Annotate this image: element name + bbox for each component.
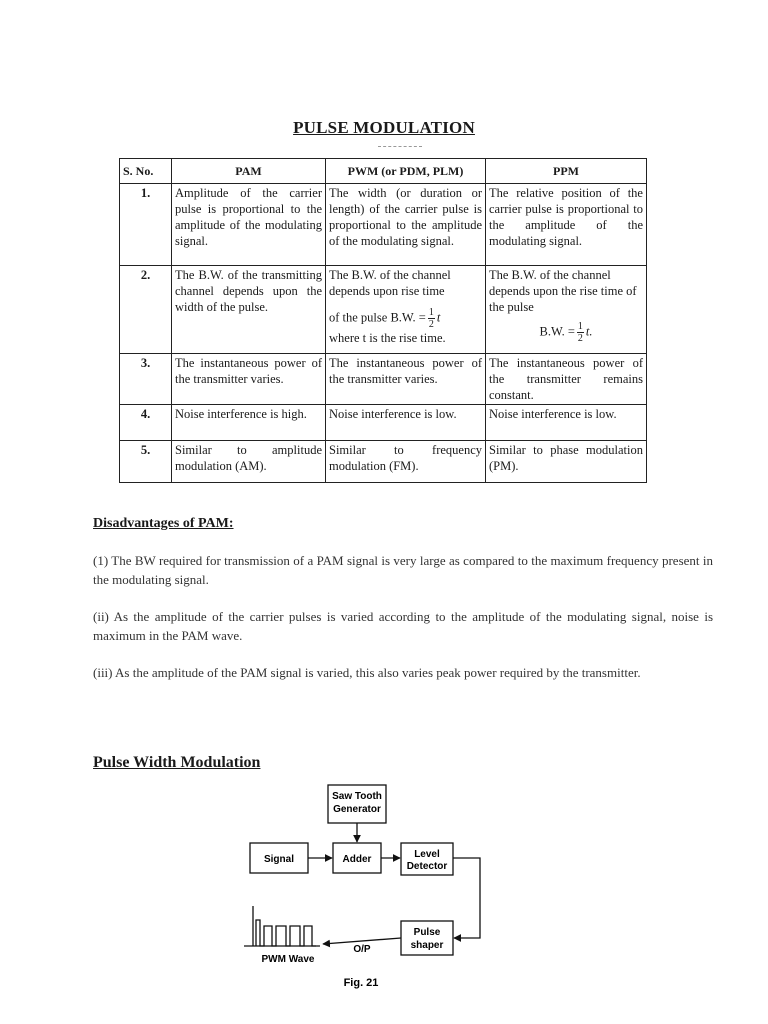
sawtooth-generator-block [328,785,386,823]
pwm-cell [326,266,486,354]
table-row [120,441,647,483]
level-detector-label-line1: Level [414,849,440,860]
ppm-bw-fraction [577,321,584,344]
ppm-bw-prefix: B.W. = [539,324,575,339]
fraction-denominator: 2 [577,333,583,344]
pwm-cell: Noise interference is low. [326,405,486,441]
header-pwm: PWM (or PDM, PLM) [326,159,486,184]
signal-block [250,843,308,873]
level-detector-block [401,843,453,875]
row-number: 5. [120,441,172,483]
pwm-waveform [244,906,320,946]
rise-time-symbol: t [436,310,441,325]
ppm-cell [486,266,647,354]
level-detector-label-line2: Detector [406,861,448,872]
comparison-table [119,158,647,483]
output-label: O/P [353,944,371,955]
table-row [120,266,647,354]
adder-label: Adder [342,854,372,865]
disadvantages-heading: Disadvantages of PAM: [93,516,234,531]
pwm-cell: The instantaneous power of the transmitter varies. [326,354,486,405]
pulse-shaper-label-line2: shaper [410,940,444,951]
table-row [120,184,647,266]
pwm-bw-note: where t is the rise time. [329,331,446,345]
pwm-wave-label: PWM Wave [261,954,315,965]
pwm-section-heading: Pulse Width Modulation [93,754,261,771]
sawtooth-label-line1: Saw Tooth [332,791,382,802]
rise-time-symbol: t. [585,324,593,339]
pam-cell: The B.W. of the transmitting channel depends upon the width of the pulse. [172,266,326,354]
pulse-shaper-block [401,921,453,955]
pwm-bw-formula [329,307,482,330]
figure-caption: Fig. 21 [343,977,379,989]
pam-cell: Amplitude of the carrier pulse is proportional to the amplitude of the modulating signal. [172,184,326,266]
ppm-cell: Noise interference is low. [486,405,647,441]
fraction-numerator: 1 [577,321,583,332]
ppm-cell: Similar to phase modulation (PM). [486,441,647,483]
page-title: PULSE MODULATION [293,118,475,137]
ppm-cell: The relative position of the carrier pulse is proportional to the amplitude of the modulating signal. [486,184,647,266]
ppm-bw-formula [489,321,643,344]
fraction-numerator: 1 [428,307,434,318]
row-number: 4. [120,405,172,441]
title-divider [378,146,422,147]
pwm-bw-fraction [428,307,435,330]
disadvantage-item: (ii) As the amplitude of the carrier pulses is varied according to the amplitude of the modulating signal, noise is maximum in the PAM wave. [93,609,713,643]
header-pam: PAM [172,159,326,184]
signal-label: Signal [263,854,295,865]
row-number: 3. [120,354,172,405]
sawtooth-label-line2: Generator [333,804,381,815]
pam-cell: The instantaneous power of the transmitter varies. [172,354,326,405]
adder-block [333,843,381,873]
table-row [120,405,647,441]
header-sno: S. No. [120,159,172,184]
pwm-block-diagram [0,776,768,1024]
pwm-bw-text: The B.W. of the channel depends upon rise time [329,268,451,298]
ppm-cell: The instantaneous power of the transmitter remains constant. [486,354,647,405]
disadvantage-item: (1) The BW required for transmission of a PAM signal is very large as compared to the maximum frequency present in the modulating signal. [93,553,713,587]
pam-cell: Similar to amplitude modulation (AM). [172,441,326,483]
pwm-cell: The width (or duration or length) of the carrier pulse is proportional to the amplitude of the modulating signal. [326,184,486,266]
disadvantage-item: (iii) As the amplitude of the PAM signal is varied, this also varies peak power required by the transmitter. [93,665,641,680]
pwm-bw-prefix: of the pulse B.W. = [329,310,426,325]
ppm-bw-text: The B.W. of the channel depends upon the rise time of the pulse [489,268,637,314]
fraction-denominator: 2 [428,319,434,330]
pam-cell: Noise interference is high. [172,405,326,441]
pulse-shaper-label-line1: Pulse [413,927,441,938]
row-number: 2. [120,266,172,354]
header-ppm: PPM [486,159,647,184]
row-number: 1. [120,184,172,266]
table-header-row [120,159,647,184]
table-row [120,354,647,405]
connection-arrows [308,823,480,944]
pwm-cell: Similar to frequency modulation (FM). [326,441,486,483]
